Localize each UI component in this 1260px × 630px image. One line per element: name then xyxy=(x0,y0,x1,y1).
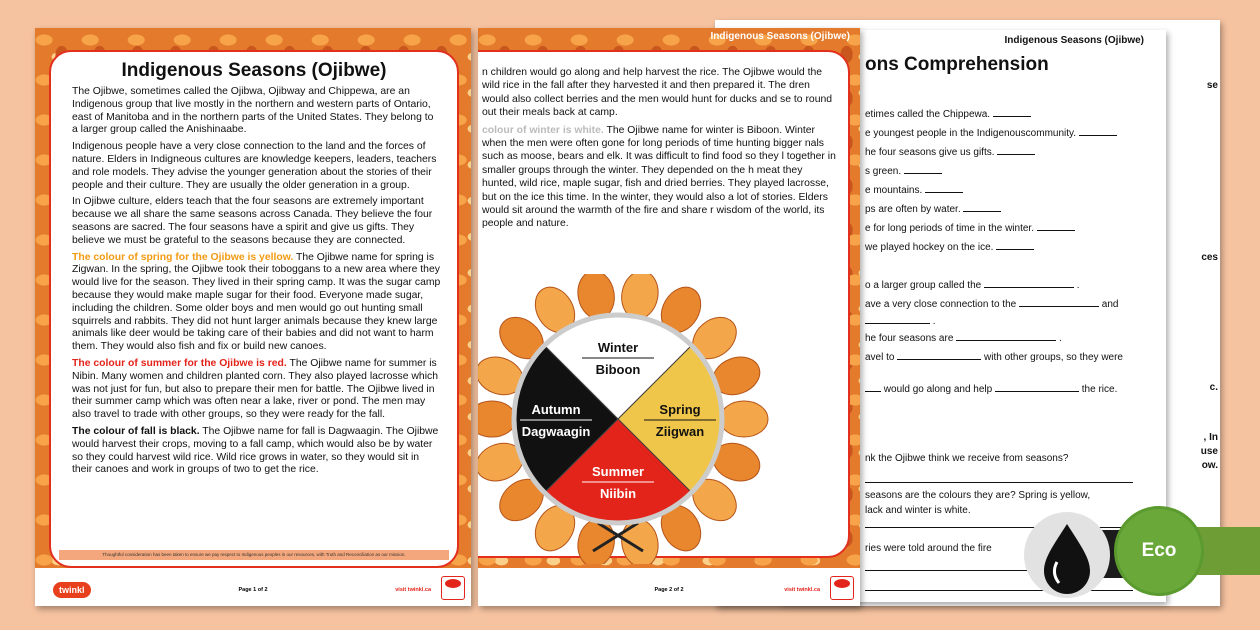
content-panel xyxy=(478,50,850,558)
paragraph-text: The Ojibwe name for summer is Nibin. Many women and children planted corn. They also played lacrosse which was not just for fun, but also to prepare their men for battle. The Ojibwe lived in their summer camp which was often near a lake, river or pond. The men may also travel to trade with other groups, so they were ready for the fall. xyxy=(72,357,438,421)
season-colour-lead: The colour of spring for the Ojibwe is yellow. xyxy=(72,251,294,263)
paragraph xyxy=(482,66,838,120)
statement-text: s green. xyxy=(865,166,902,177)
fill-text: ave a very close connection to the xyxy=(865,299,1017,310)
paragraph xyxy=(72,252,441,354)
answer-blank[interactable] xyxy=(984,279,1074,288)
answer-blank[interactable] xyxy=(995,383,1079,392)
fill-text: the rice. xyxy=(1081,384,1118,395)
fill-item xyxy=(865,332,1062,344)
season-colour-lead: colour of winter is white. xyxy=(482,124,604,136)
true-false-item xyxy=(865,108,1031,120)
maple-leaf-icon xyxy=(478,401,516,437)
page-title: Indigenous Seasons (Ojibwe) xyxy=(121,60,387,81)
ojibwe-name-label: Dagwaagin xyxy=(521,424,591,439)
answer-blank[interactable] xyxy=(956,332,1056,341)
ojibwe-name-label: Biboon xyxy=(595,362,641,377)
season-colour-lead: The colour of fall is black. xyxy=(72,425,200,437)
page-number: Page 1 of 2 xyxy=(238,587,268,593)
paragraph-text: Indigenous people have a very close connection to the land and the forces of nature. Elders in Indigneous cultures are knowledge keepers, leaders, teachers and role models. They advise the younger generation about the stories of their people and their culture. They are usually the older generation in a group. xyxy=(72,141,437,191)
true-false-item xyxy=(865,184,963,196)
page-text-fragment: use xyxy=(1200,446,1218,457)
true-false-item xyxy=(865,146,1035,158)
notice-banner: Thoughtful consideration has been taken to ensure we pay respect to Indigenous peoples in our resources, with Truth and Reconciliation as our mission. xyxy=(59,550,449,560)
true-false-item xyxy=(865,241,1034,253)
question xyxy=(865,505,971,516)
visit-link[interactable]: visit twinkl.ca xyxy=(395,587,431,593)
fill-text: . xyxy=(1058,333,1062,344)
question-text: lack and winter is white. xyxy=(865,505,971,516)
statement-text: ps are often by water. xyxy=(865,204,961,215)
answer-blank[interactable] xyxy=(963,203,1001,212)
page-text-fragment: se xyxy=(1206,80,1218,91)
paragraph xyxy=(72,86,441,137)
fill-text: would go along and help xyxy=(883,384,993,395)
twinkl-stamp-icon xyxy=(441,576,465,600)
fill-text: avel to xyxy=(865,352,895,363)
paragraph-text: The Ojibwe name for fall is Dagwaagin. The Ojibwe would harvest their crops, moving to a fall camp, which would also be by water so they could harvest wild rice. Wild rice grows in water, so they would sit in their canoes and work in groups of two to get the rice. xyxy=(72,425,439,476)
twinkl-stamp-icon xyxy=(830,576,854,600)
twinkl-logo: twinkl xyxy=(53,582,91,598)
fill-item xyxy=(865,298,1118,310)
answer-blank[interactable] xyxy=(865,383,881,392)
answer-blank[interactable] xyxy=(865,315,930,324)
question-text: seasons are the colours they are? Spring is yellow, xyxy=(865,490,1091,501)
paragraph-text: The Ojibwe, sometimes called the Ojibwa, Ojibway and Chippewa, are an Indigenous group that live mostly in the northern and western parts of Ontario, east of Manitoba and in the northern parts of the United States. They belong to a larger group called the Anishinaabe. xyxy=(72,86,434,136)
paragraph-text: The Ojibwe name for winter is Biboon. Winter when the men were often gone for long periods of time hunting bigger nals such as moose, bears and elk. It was difficult to find food so they l together in smaller groups through the winter. They depended on the h meat they hunted, wild rice, maple sugar, fish and dried berries. They played lacrosse, but on the ice this time. In the winter, they would also a lot of stories. Elders would sit around the warmth of the fire and share r wisdom of the world, its people and nature. xyxy=(482,124,836,230)
statement-text: e for long periods of time in the winter. xyxy=(865,223,1034,234)
season-colour-lead: The colour of summer for the Ojibwe is red. xyxy=(72,357,287,369)
page-text-fragment: ow. xyxy=(1201,460,1218,471)
page-footer xyxy=(35,568,471,606)
answer-blank[interactable] xyxy=(996,241,1034,250)
true-false-item xyxy=(865,203,1001,215)
season-label: Winter xyxy=(597,340,639,355)
true-false-item xyxy=(865,165,942,177)
page-text-fragment: ces xyxy=(1201,252,1218,263)
statement-text: etimes called the Chippewa. xyxy=(865,109,991,120)
fill-item xyxy=(865,315,936,327)
paragraph xyxy=(72,141,441,192)
statement-text: we played hockey on the ice. xyxy=(865,242,994,253)
ink-drop-icon xyxy=(1024,512,1110,598)
answer-blank[interactable] xyxy=(993,108,1031,117)
paragraph xyxy=(72,426,441,477)
answer-blank[interactable] xyxy=(925,184,963,193)
statement-text: e mountains. xyxy=(865,185,923,196)
answer-blank[interactable] xyxy=(997,146,1035,155)
true-false-item xyxy=(865,222,1075,234)
maple-leaf-icon xyxy=(720,401,768,437)
paragraph xyxy=(72,358,441,422)
page-header: Indigenous Seasons (Ojibwe) xyxy=(710,31,850,42)
ojibwe-name-label: Niibin xyxy=(599,486,637,501)
fill-text: and xyxy=(1101,299,1119,310)
answer-blank[interactable] xyxy=(897,351,981,360)
paragraph-text: In Ojibwe culture, elders teach that the four seasons are extremely important because we all share the same seasons across Canada. They believe the four seasons are sacred. The four seasons have a spirit and give us gifts. They believe we must be grateful to the seasons because they are connected. xyxy=(72,196,433,246)
page-one xyxy=(35,28,471,606)
statement-text: he four seasons give us gifts. xyxy=(865,147,995,158)
page-text-fragment: , In xyxy=(1203,432,1218,443)
page-title: ons Comprehension xyxy=(865,54,1049,75)
fill-item xyxy=(865,351,1123,363)
paragraph xyxy=(482,124,838,231)
statement-text: e youngest people in the Indigenouscommunity. xyxy=(865,128,1077,139)
fill-item xyxy=(865,279,1080,291)
answer-blank[interactable] xyxy=(1079,127,1117,136)
question xyxy=(865,453,1068,464)
paragraph-text: The Ojibwe name for spring is Zigwan. In the spring, the Ojibwe took their toboggans to a new area where they would live for the season. They lived in their spring camp. It was the sugar camp because they would make maple sugar for their food. Everyone made sugar, including the children. Some older boys and men would go out hunting small squirrels and rabbits. They did not hunt larger animals because they knew large animals like deer would be taking care of their babies and did not want to harm them. They would also fish and fix or build new canoes. xyxy=(72,251,441,353)
paragraph-text: n children would go along and help harvest the rice. The Ojibwe would the wild rice in the fall after they harvested it and then prepared it. The dren would also collect berries and the men would hunt for ducks and se to round out their meals back at camp. xyxy=(482,67,833,119)
answer-line[interactable] xyxy=(865,482,1133,483)
season-label: Summer xyxy=(591,464,645,479)
season-label: Spring xyxy=(659,402,701,417)
fill-item xyxy=(865,383,1117,395)
page-text-fragment: c. xyxy=(1209,382,1218,393)
answer-blank[interactable] xyxy=(1019,298,1099,307)
page-header: Indigenous Seasons (Ojibwe) xyxy=(1004,35,1144,46)
answer-blank[interactable] xyxy=(1037,222,1075,231)
fill-text: . xyxy=(932,316,936,327)
paragraph xyxy=(72,196,441,247)
seasons-wheel xyxy=(478,274,798,564)
season-label: Autumn xyxy=(531,402,581,417)
true-false-item xyxy=(865,127,1117,139)
question xyxy=(865,543,992,554)
visit-link[interactable]: visit twinkl.ca xyxy=(784,587,820,593)
question-text: nk the Ojibwe think we receive from seasons? xyxy=(865,453,1069,464)
fill-text: he four seasons are xyxy=(865,333,954,344)
eco-label: Eco xyxy=(1141,540,1177,561)
page-number: Page 2 of 2 xyxy=(654,587,684,593)
question-text: ries were told around the fire xyxy=(865,543,992,554)
answer-blank[interactable] xyxy=(904,165,942,174)
ojibwe-name-label: Ziigwan xyxy=(655,424,705,439)
fill-text: o a larger group called the xyxy=(865,280,982,291)
eco-badge xyxy=(1114,506,1204,596)
page-two xyxy=(478,28,860,606)
page-footer xyxy=(478,568,860,606)
question xyxy=(865,490,1090,501)
content-panel xyxy=(49,50,459,568)
ink-saving-badge xyxy=(1024,512,1110,598)
fill-text: with other groups, so they were xyxy=(984,352,1123,363)
fill-text: . xyxy=(1076,280,1080,291)
